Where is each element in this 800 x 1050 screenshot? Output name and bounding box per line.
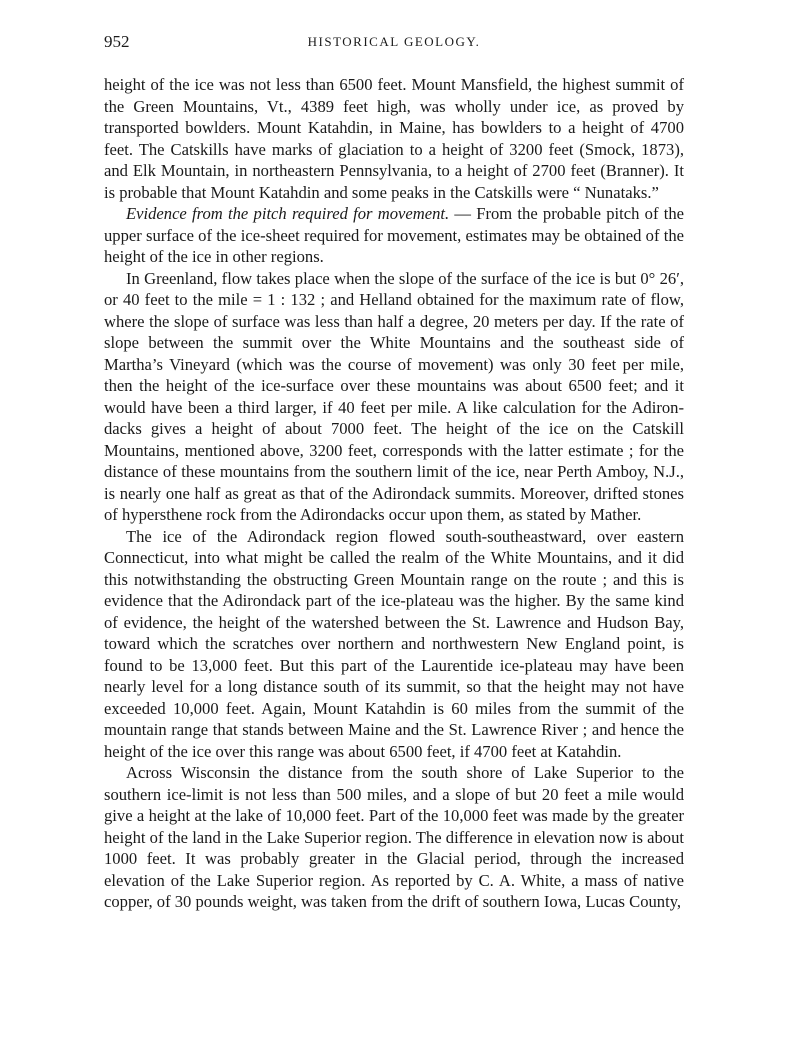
running-title: HISTORICAL GEOLOGY. bbox=[307, 34, 481, 49]
paragraph-3 bbox=[104, 268, 684, 526]
paragraph-2-lead-in: Evidence from the pitch required for movement. bbox=[126, 204, 450, 223]
paragraph-2-text: — From the probable pitch of the upper surface of the ice-sheet required for movement, estimates may be obtained of the height of the ice in other regions. bbox=[104, 204, 684, 266]
paragraph-4-text: The ice of the Adirondack region flowed south-southeastward, over eastern Connecticut, into what might be called the realm of the White Mountains, and it did this notwithstanding the obstructing Green Mountain range on the route ; and this is evidence that the Adirondack part of the ice-plateau was the higher. By the same kind of evidence, the height of the watershed between the St. Lawrence and Hudson Bay, toward which the scratches over northern and northwestern New England point, is found to be 13,000 feet. But this part of the Laurentide ice-plateau may have been nearly level for a long distance south of its summit, so that the height may not have exceeded 10,000 feet. Again, Mount Katahdin is 60 miles from the summit of the mountain range that stands between Maine and the St. Lawrence River ; and hence the height of the ice over this range was about 6500 feet, if 4700 feet at Katahdin. bbox=[104, 526, 684, 761]
paragraph-2 bbox=[104, 203, 684, 268]
paragraph-3-text: In Greenland, flow takes place when the slope of the surface of the ice is but 0° 26′, or 40 feet to the mile = 1 : 132 ; and Helland obtained for the maximum rate of flow, where the slope of surface was less than half a degree, 20 meters per day. If the rate of slope between the summit over the White Mountains and the southeast side of Martha’s Vineyard (which was the course of movement) was only 30 feet per mile, then the height of the ice-surface over these mountains was about 6500 feet; and it would have been a third larger, if 40 feet per mile. A like calculation for the Adirondacks gives a height of about 7000 feet. The height of the ice on the Catskill Mountains, mentioned above, 3200 feet, corresponds with the latter estimate ; for the distance of these mountains from the southern limit of the ice, near Perth Amboy, N.J., is nearly one half as great as that of the Adirondack summits. Moreover, drifted stones of hypersthene rock from the Adirondacks occur upon them, as stated by Mather. bbox=[104, 268, 684, 524]
running-head bbox=[104, 32, 684, 56]
body-text bbox=[104, 74, 684, 913]
paragraph-1 bbox=[104, 74, 684, 203]
paragraph-4 bbox=[104, 526, 684, 763]
paragraph-1-text: height of the ice was not less than 6500 feet. Mount Mansfield, the highest summit of the Green Mountains, Vt., 4389 feet high, was wholly under ice, as proved by transported bowlders. Mount Katahdin, in Maine, has bowlders to a height of 4700 feet. The Catskills have marks of glaciation to a height of 3200 feet (Smock, 1873), and Elk Mountain, in northeastern Pennsylvania, to a height of 2700 feet (Branner). It is probable that Mount Katahdin and some peaks in the Catskills were “ Nunataks.” bbox=[104, 75, 684, 202]
book-page bbox=[104, 32, 684, 913]
page-number: 952 bbox=[104, 32, 130, 51]
paragraph-5 bbox=[104, 762, 684, 913]
paragraph-5-text: Across Wisconsin the distance from the south shore of Lake Superior to the southern ice-limit is not less than 500 miles, and a slope of but 20 feet a mile would give a height at the lake of 10,000 feet. Part of the 10,000 feet was made by the greater height of the land in the Lake Superior region. The difference in elevation now is about 1000 feet. It was probably greater in the Glacial period, through the increased elevation of the Lake Superior region. As reported by C. A. White, a mass of native copper, of 30 pounds weight, was taken from the drift of southern Iowa, Lucas County, bbox=[104, 763, 684, 911]
